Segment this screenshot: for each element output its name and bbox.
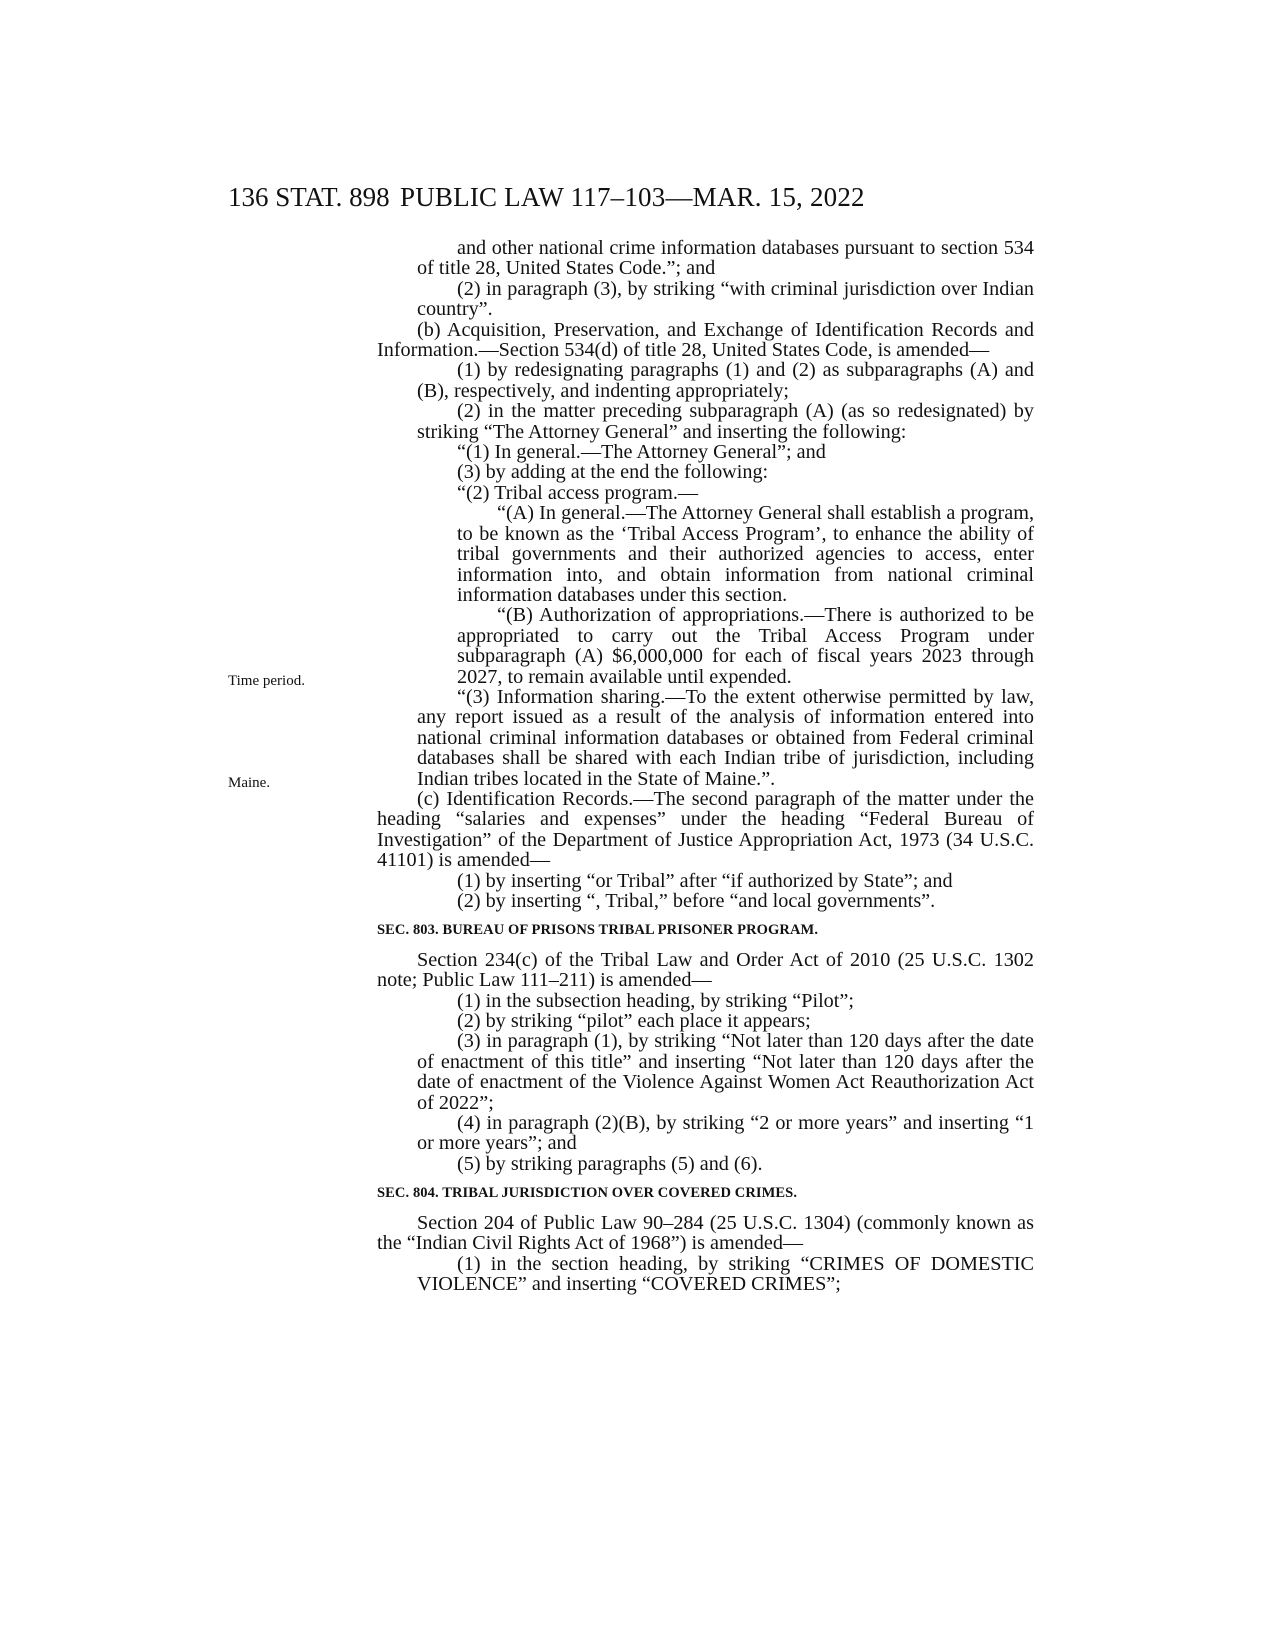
paragraph: (b) Acquisition, Preservation, and Exchange of Identification Records and Information.—Section 534(d) of title 28, United States Code, is amended— xyxy=(377,318,1034,362)
paragraph: (1) in the subsection heading, by striking “Pilot”; xyxy=(457,989,854,1012)
paragraph: “(3) Information sharing.—To the extent otherwise permitted by law, any report issued as a result of the analysis of information entered into national criminal information databases or obtained from Federal criminal databases shall be shared with each Indian tribe of jurisdiction, including Indian tribes located in the State of Maine.”. xyxy=(417,685,1034,790)
paragraph: Section 204 of Public Law 90–284 (25 U.S.C. 1304) (commonly known as the “Indian Civil Rights Act of 1968”) is amended— xyxy=(377,1211,1034,1255)
paragraph: (2) by striking “pilot” each place it appears; xyxy=(457,1010,811,1033)
paragraph: “(2) Tribal access program.— xyxy=(457,481,699,504)
paragraph: “(1) In general.—The Attorney General”; and xyxy=(457,441,826,464)
paragraph: “(A) In general.—The Attorney General shall establish a program, to be known as the ‘Tribal Access Program’, to enhance the ability of tribal governments and their authorized agencies to access, enter information into, and obtain information from national criminal information databases under this section. xyxy=(457,502,1034,606)
paragraph: (1) in the section heading, by striking “CRIMES OF DOMESTIC VIOLENCE” and inserting “COVERED CRIMES”; xyxy=(417,1252,1034,1295)
margin-note-maine: Maine. xyxy=(228,775,271,791)
paragraph: (3) in paragraph (1), by striking “Not later than 120 days after the date of enactment of this title” and inserting “Not later than 120 days after the date of enactment of the Violence Against Women Act Reauthorization Act of 2022”; xyxy=(417,1030,1034,1114)
paragraph: (2) by inserting “, Tribal,” before “and local governments”. xyxy=(457,890,936,912)
paragraph: (4) in paragraph (2)(B), by striking “2 or more years” and inserting “1 or more years”; and xyxy=(417,1112,1034,1155)
paragraph: (2) in paragraph (3), by striking “with criminal jurisdiction over Indian country”. xyxy=(417,277,1034,321)
margin-note-time-period: Time period. xyxy=(228,673,305,689)
page-running-title: PUBLIC LAW 117–103—MAR. 15, 2022 xyxy=(400,182,865,212)
paragraph: “(B) Authorization of appropriations.—There is authorized to be appropriated to carry out the Tribal Access Program under subparagraph (A) $6,000,000 for each of fiscal years 2023 through 2027, to remain available until expended. xyxy=(457,604,1034,688)
paragraph: Section 234(c) of the Tribal Law and Order Act of 2010 (25 U.S.C. 1302 note; Public Law 111–211) is amended— xyxy=(377,948,1034,992)
paragraph: (5) by striking paragraphs (5) and (6). xyxy=(457,1152,763,1175)
paragraph: (1) by inserting “or Tribal” after “if authorized by State”; and xyxy=(457,869,953,892)
paragraph: and other national crime information databases pursuant to section 534 of title 28, United States Code.”; and xyxy=(417,237,1034,280)
page-stat-number: 136 STAT. 898 xyxy=(228,182,390,212)
document-body xyxy=(377,238,1034,1294)
paragraph: (3) by adding at the end the following: xyxy=(457,461,769,484)
paragraph: (c) Identification Records.—The second paragraph of the matter under the heading “salaries and expenses” under the heading “Federal Bureau of Investigation” of the Department of Justice Appropriation Act, 1973 (34 U.S.C. 41101) is amended— xyxy=(377,787,1034,872)
section-heading-803: SEC. 803. BUREAU OF PRISONS TRIBAL PRISONER PROGRAM. xyxy=(377,922,819,939)
paragraph: (2) in the matter preceding subparagraph (A) (as so redesignated) by striking “The Attorney General” and inserting the following: xyxy=(417,400,1034,443)
paragraph: (1) by redesignating paragraphs (1) and (2) as subparagraphs (A) and (B), respectively, and indenting appropriately; xyxy=(417,359,1034,402)
section-heading-804: SEC. 804. TRIBAL JURISDICTION OVER COVERED CRIMES. xyxy=(377,1185,798,1202)
